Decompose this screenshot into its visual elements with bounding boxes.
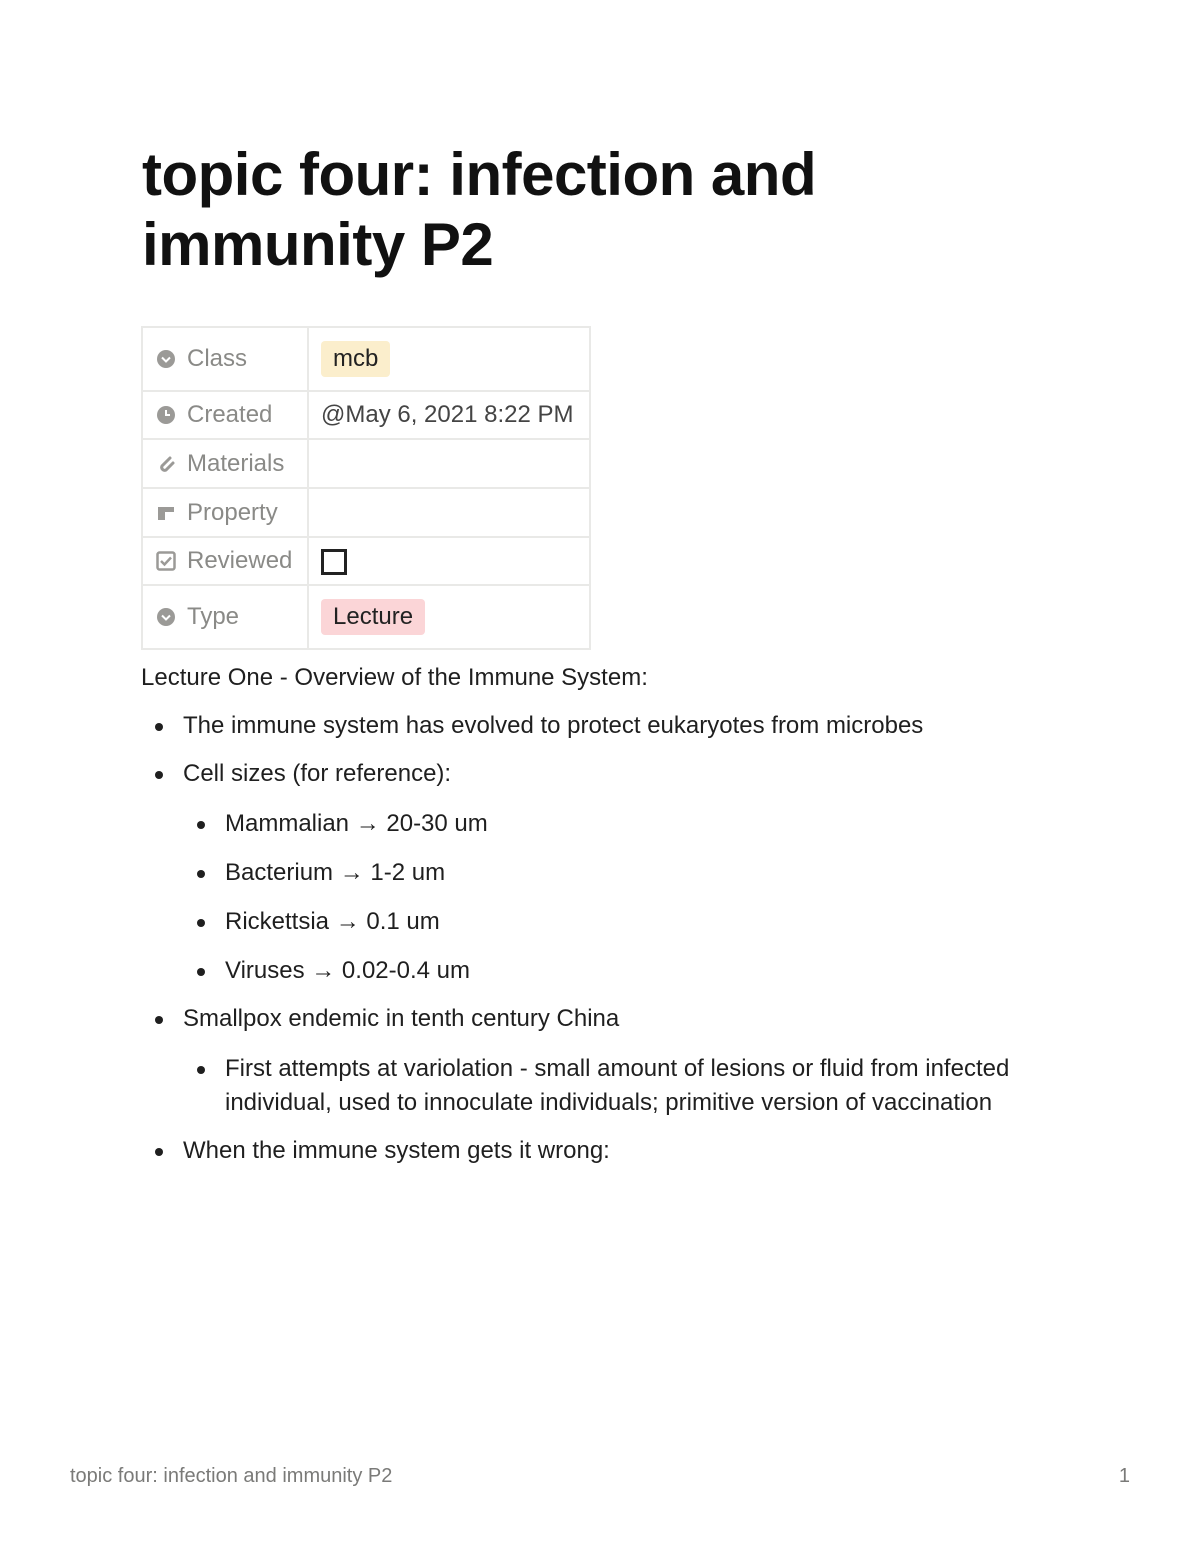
footer-title: topic four: infection and immunity P2 [70,1465,393,1487]
bullet-dot [197,870,205,878]
text-icon [155,502,177,524]
checkbox-icon [155,550,177,572]
attachment-icon [155,453,177,475]
property-value-property[interactable] [308,488,590,537]
select-icon [155,348,177,370]
property-key-type[interactable] [142,585,308,649]
property-label-type: Type [187,603,240,630]
property-value-reviewed [308,537,590,585]
bullet-dot [155,1016,163,1024]
property-key-class[interactable] [142,327,308,391]
reviewed-checkbox[interactable] [321,549,347,575]
class-tag[interactable]: mcb [321,341,390,377]
property-label-reviewed: Reviewed [187,547,293,574]
section-heading: Lecture One - Overview of the Immune System: [141,664,648,691]
property-row-created [142,391,590,439]
list-item: Viruses → 0.02-0.4 um [183,954,1101,988]
type-tag[interactable]: Lecture [321,599,425,635]
list-item: Rickettsia → 0.1 um [183,905,1101,939]
bullet-list [141,709,1101,1168]
property-key-property[interactable] [142,488,308,537]
list-item: When the immune system gets it wrong: [141,1134,1101,1168]
list-item: Bacterium → 1-2 um [183,856,1101,890]
list-item: Cell sizes (for reference): Mammalian → 20-30 um Bacterium → 1-2 um Rickettsia → 0.1 um Viruses → 0.02-0.4 um [141,757,1101,988]
page-title: topic four: infection and immunity P2 [142,141,817,278]
property-key-materials[interactable] [142,439,308,488]
list-item: The immune system has evolved to protect eukaryotes from microbes [141,709,1101,743]
property-value-materials[interactable] [308,439,590,488]
nested-bullet-list [183,1052,1101,1120]
nested-bullet-list [183,807,1101,988]
property-key-reviewed[interactable] [142,537,308,585]
properties-table [141,326,591,650]
list-item: Smallpox endemic in tenth century China First attempts at variolation - small amount of lesions or fluid from infected individual, used to innoculate individuals; primitive version of vaccination [141,1002,1101,1120]
property-label-class: Class [187,345,248,372]
list-item: Mammalian → 20-30 um [183,807,1101,841]
bullet-dot [155,1148,163,1156]
property-row-property [142,488,590,537]
property-label-created: Created [187,401,273,428]
clock-icon [155,404,177,426]
bullet-dot [197,968,205,976]
property-value-type[interactable] [308,585,590,649]
bullet-dot [155,723,163,731]
property-key-created[interactable] [142,391,308,439]
bullet-dot [197,919,205,927]
property-row-class [142,327,590,391]
property-label-property: Property [187,498,278,526]
page-body [141,661,1101,1182]
bullet-dot [197,821,205,829]
property-value-class[interactable] [308,327,590,391]
property-row-type [142,585,590,649]
property-row-materials [142,439,590,488]
page-number: 1 [1118,1465,1130,1487]
property-label-materials: Materials [187,449,285,477]
property-value-created [308,391,590,439]
property-row-reviewed [142,537,590,585]
created-date: @May 6, 2021 8:22 PM [321,401,574,428]
bullet-dot [155,771,163,779]
select-icon [155,606,177,628]
list-item: First attempts at variolation - small amount of lesions or fluid from infected individual, used to innoculate individuals; primitive version of vaccination [183,1052,1101,1120]
bullet-dot [197,1066,205,1074]
